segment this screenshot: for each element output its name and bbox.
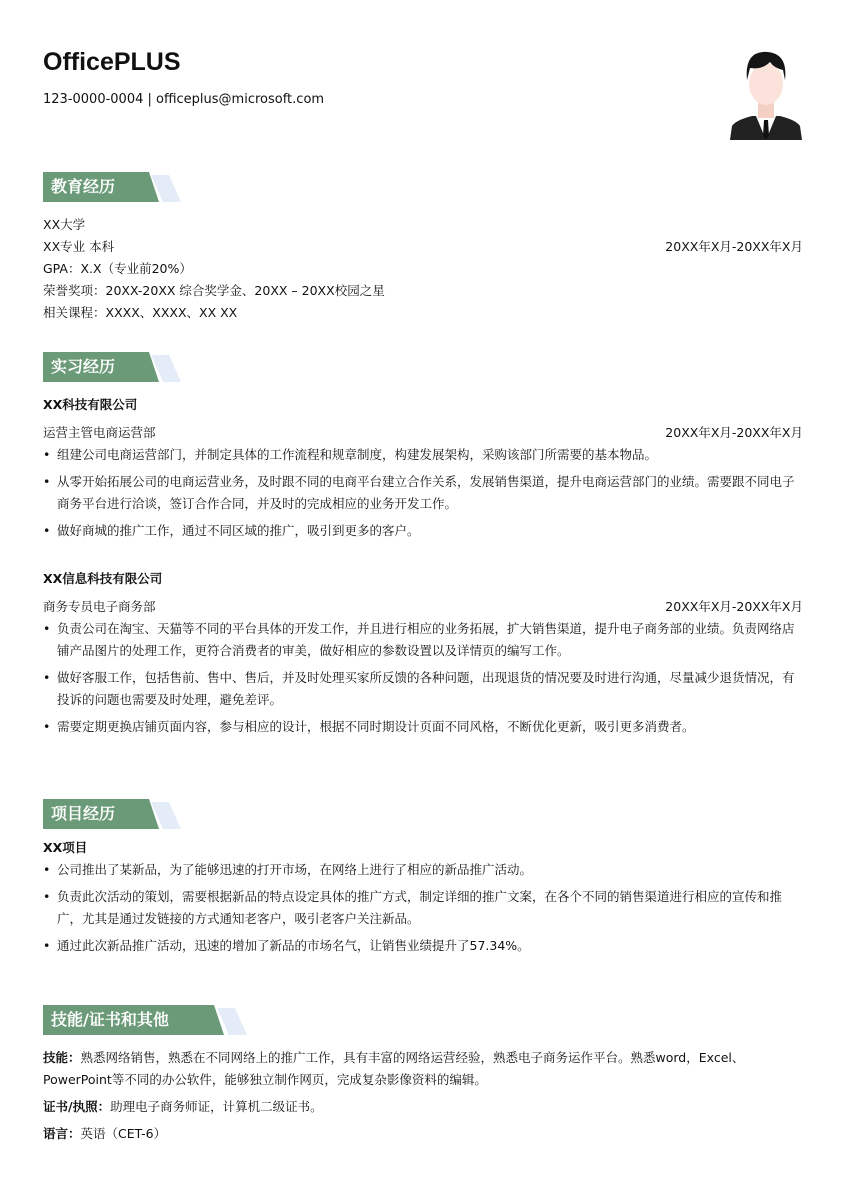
school: XX大学 [43,217,86,232]
contact-info: 123-0000-0004 | officeplus@microsoft.com [43,92,325,107]
honors: 荣誉奖项：20XX-20XX 综合奖学金、20XX – 20XX校园之星 [43,283,385,298]
internship-section [43,352,803,743]
cert-label: 证书/执照： [43,1099,111,1114]
bullet: • 组建公司电商运营部门，并制定具体的工作流程和规章制度，构建发展架构，采购该部门所需要的基本物品。 [43,444,803,466]
date: 20XX年X月-20XX年X月 [665,239,803,254]
bullet: • 需要定期更换店铺页面内容，参与相应的设计，根据不同时期设计页面不同风格，不断优化更新，吸引更多消费者。 [43,716,803,738]
courses: 相关课程：XXXX、XXXX、XX XX [43,305,238,320]
skills [43,1047,803,1091]
lang-text: 英语（CET-6） [80,1126,167,1141]
role: 商务专员电子商务部 [43,599,156,614]
certificates [43,1096,803,1118]
bullet: • 通过此次新品推广活动，迅速的增加了新品的市场名气，让销售业绩提升了57.34%。 [43,935,803,957]
skills-section [43,1005,803,1145]
bullet: • 做好商城的推广工作，通过不同区域的推广，吸引到更多的客户。 [43,520,803,542]
job-entry [43,394,803,542]
section-title: 项目经历 [51,804,116,823]
languages [43,1123,803,1145]
job-entry [43,568,803,738]
section-title: 实习经历 [51,357,116,376]
gpa: GPA：X.X（专业前20%） [43,261,192,276]
candidate-name: OfficePLUS [43,48,181,76]
section-title: 技能/证书和其他 [51,1010,169,1029]
project-name: XX项目 [43,840,88,855]
bullet: • 做好客服工作，包括售前、售中、售后，并及时处理买家所反馈的各种问题，出现退货的情况要及时进行沟通，尽量减少退货情况，有投诉的问题也需要及时处理，避免差评。 [43,667,803,711]
bullet: • 从零开始拓展公司的电商运营业务，及时跟不同的电商平台建立合作关系，发展销售渠道，提升电商运营部门的业绩。需要跟不同电子商务平台进行洽谈，签订合作合同，并及时的完成相应的业务开发工作。 [43,471,803,515]
bullet: • 负责此次活动的策划，需要根据新品的特点设定具体的推广方式，制定详细的推广文案，在各个不同的销售渠道进行相应的宣传和推广，尤其是通过发链接的方式通知老客户，吸引老客户关注新品。 [43,886,803,930]
section-header [43,172,803,202]
skills-label: 技能： [43,1050,81,1065]
education-section [43,172,803,324]
company: XX科技有限公司 [43,397,138,412]
cert-text: 助理电子商务师证，计算机二级证书。 [110,1099,323,1114]
date: 20XX年X月-20XX年X月 [665,425,803,440]
lang-label: 语言： [43,1126,81,1141]
skills-text: 熟悉网络销售，熟悉在不同网络上的推广工作，具有丰富的网络运营经验，熟悉电子商务运作平台。熟悉word，Excel、PowerPoint等不同的办公软件，能够独立制作网页，完成复杂影像资料的编辑。 [43,1050,745,1087]
role: 运营主管电商运营部 [43,425,156,440]
section-header [43,799,803,829]
section-header [43,352,803,382]
bullet: • 公司推出了某新品，为了能够迅速的打开市场，在网络上进行了相应的新品推广活动。 [43,859,803,881]
major: XX专业 本科 [43,239,115,254]
bullet: • 负责公司在淘宝、天猫等不同的平台具体的开发工作，并且进行相应的业务拓展，扩大销售渠道，提升电子商务部的业绩。负责网络店铺产品图片的处理工作，更符合消费者的审美，做好相应的参数设置以及详情页的编写工作。 [43,618,803,662]
avatar [728,44,804,140]
section-title: 教育经历 [51,177,116,196]
project-section [43,799,803,962]
date: 20XX年X月-20XX年X月 [665,599,803,614]
section-header [43,1005,803,1035]
company: XX信息科技有限公司 [43,571,163,586]
